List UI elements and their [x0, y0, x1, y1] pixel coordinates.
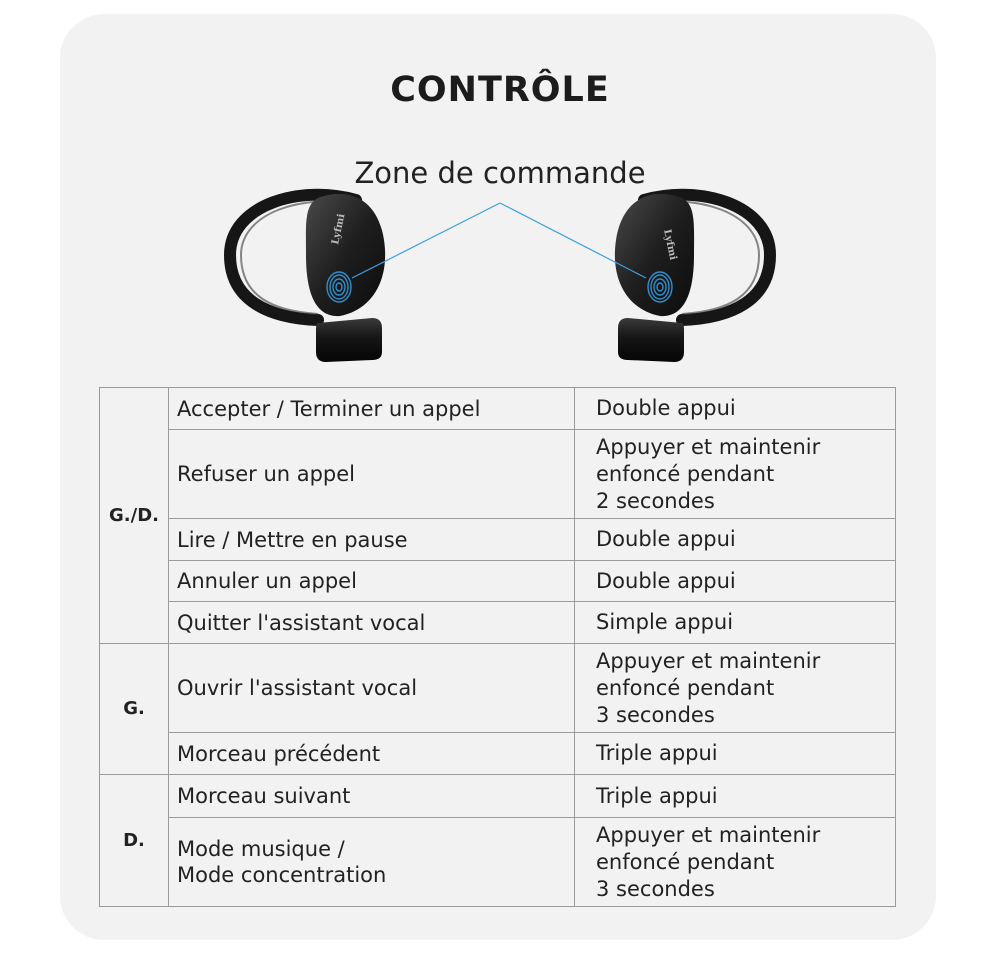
action-cell: Mode musique / Mode concentration	[169, 818, 575, 907]
callout-lines	[352, 203, 646, 278]
action-cell: Morceau suivant	[169, 775, 575, 818]
right-brand-logo: Lyfmi	[661, 228, 679, 262]
gesture-cell: Triple appui	[575, 733, 896, 775]
action-cell: Lire / Mettre en pause	[169, 519, 575, 561]
page-title: CONTRÔLE	[390, 70, 610, 110]
right-earbud	[615, 194, 770, 362]
control-zone-label: Zone de commande	[354, 156, 646, 190]
gesture-cell: Appuyer et maintenir enfoncé pendant 2 secondes	[575, 430, 896, 519]
action-cell: Quitter l'assistant vocal	[169, 602, 575, 644]
gesture-cell: Appuyer et maintenir enfoncé pendant 3 secondes	[575, 644, 896, 733]
left-earbud	[230, 194, 385, 362]
gesture-cell: Double appui	[575, 388, 896, 430]
table-row	[100, 644, 896, 733]
group-label-right: D.	[100, 775, 169, 907]
action-cell: Ouvrir l'assistant vocal	[169, 644, 575, 733]
left-brand-logo: Lyfmi	[330, 212, 348, 246]
group-label-left: G.	[100, 644, 169, 775]
table-row	[100, 561, 896, 602]
earbuds-illustration	[0, 0, 1000, 380]
table-row	[100, 733, 896, 775]
table-row	[100, 388, 896, 430]
table-row	[100, 775, 896, 818]
gesture-cell: Double appui	[575, 519, 896, 561]
controls-table	[99, 387, 896, 907]
table-row	[100, 519, 896, 561]
gesture-cell: Appuyer et maintenir enfoncé pendant 3 secondes	[575, 818, 896, 907]
action-cell: Morceau précédent	[169, 733, 575, 775]
table-row	[100, 430, 896, 519]
gesture-cell: Triple appui	[575, 775, 896, 818]
group-label-both: G./D.	[100, 388, 169, 644]
gesture-cell: Simple appui	[575, 602, 896, 644]
table-row	[100, 602, 896, 644]
action-cell: Annuler un appel	[169, 561, 575, 602]
action-cell: Accepter / Terminer un appel	[169, 388, 575, 430]
gesture-cell: Double appui	[575, 561, 896, 602]
table-row	[100, 818, 896, 907]
action-cell: Refuser un appel	[169, 430, 575, 519]
